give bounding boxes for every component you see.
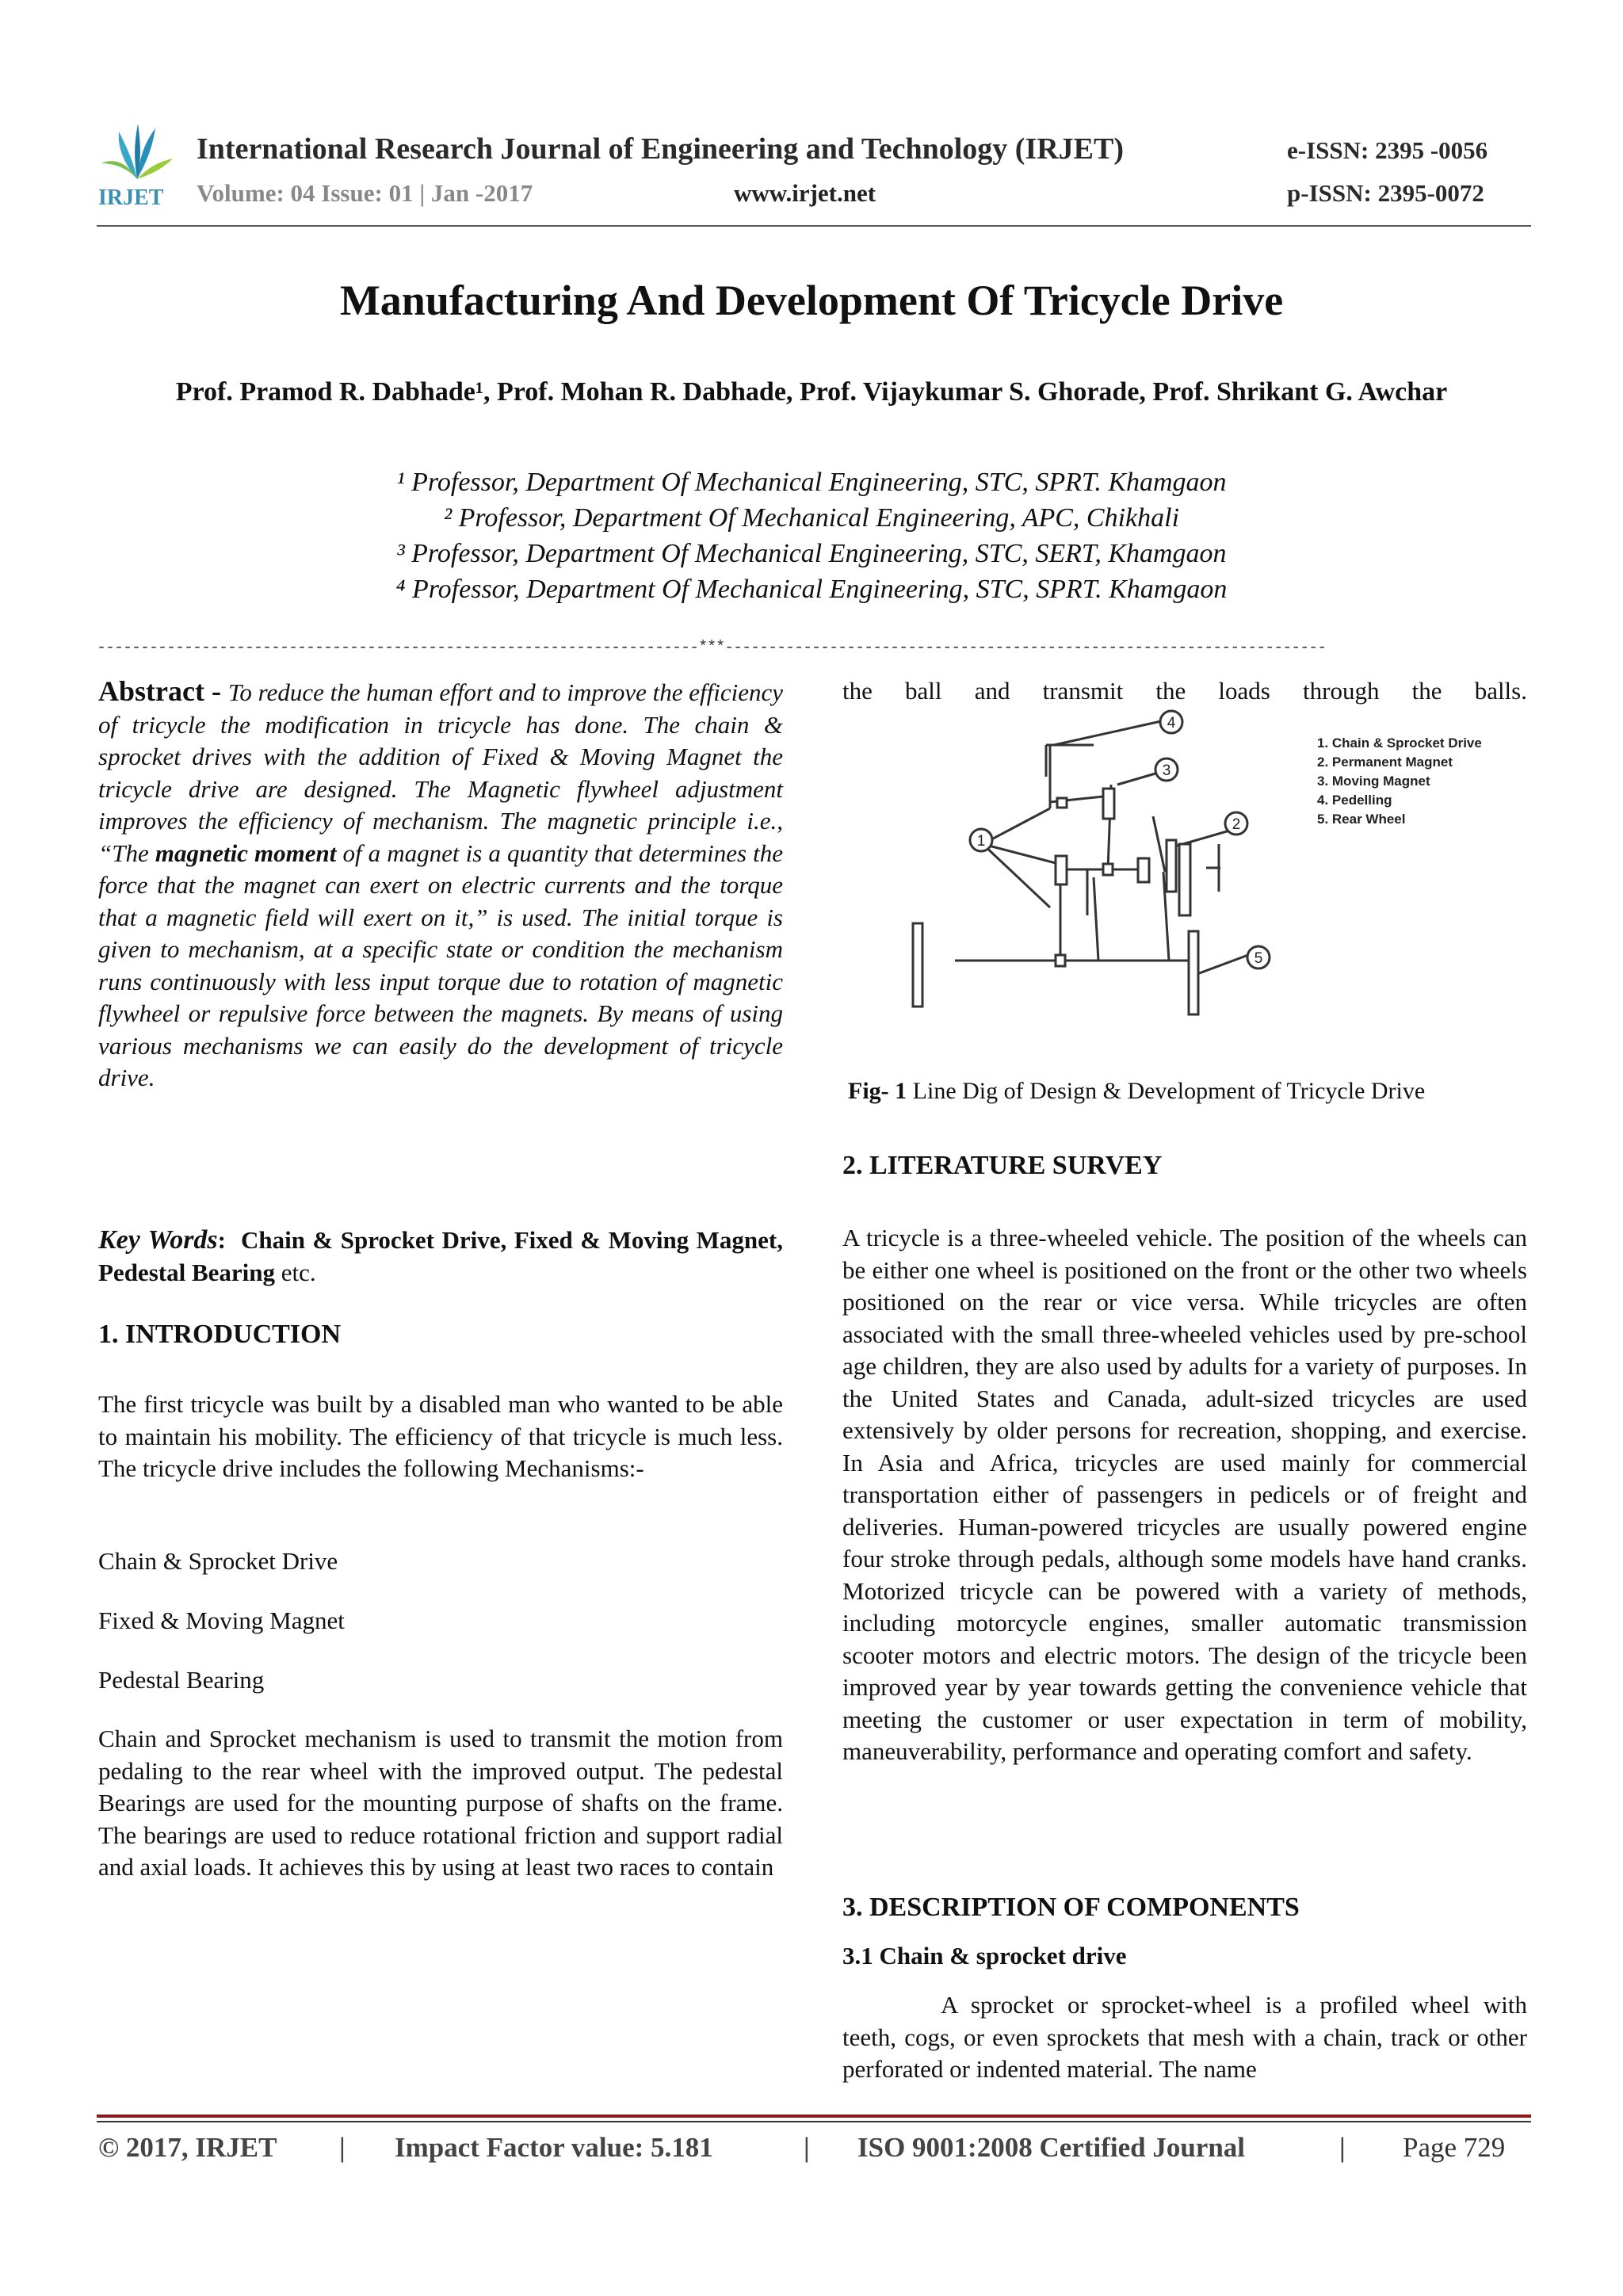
marker-4-label: 4 (1167, 715, 1176, 732)
marker-3-label: 3 (1162, 762, 1171, 779)
footer-divider-2: | (804, 2132, 810, 2163)
figure-1 (880, 701, 1537, 1074)
abstract-bold-term: magnetic moment (155, 839, 337, 867)
legend-item-5: 5. Rear Wheel (1317, 812, 1406, 827)
legend-item-2: 2. Permanent Magnet (1317, 755, 1453, 770)
paper-title: Manufacturing And Development Of Tricycle Drive (339, 277, 1284, 324)
footer-page-number: Page 729 (1403, 2132, 1506, 2163)
abstract-text-2: of a magnet is a quantity that determines the force that the magnet can exert on electric currents and the torque that a magnetic field will exert on it,” is used. The initial torque is given to mechanism, at a specific state or condition the mechanism runs continuously with less input torque due to rotation of magnetic flywheel or repulsive force between the magnets. By means of using various mechanisms we can easily do the development of tricycle drive. (98, 839, 783, 1091)
legend-item-1: 1. Chain & Sprocket Drive (1317, 735, 1482, 751)
keywords (98, 1224, 783, 1289)
keywords-text: Chain & Sprocket Drive, Fixed & Moving Magnet, Pedestal Bearing (98, 1226, 783, 1286)
affiliation-4: ⁴ Professor, Department Of Mechanical Engineering, STC, SPRT. Khamgaon (395, 575, 1228, 604)
components-heading: 3. DESCRIPTION OF COMPONENTS (842, 1893, 1300, 1922)
footer-rule-top (97, 2115, 1531, 2118)
intro-item-2: Fixed & Moving Magnet (98, 1606, 345, 1634)
irjet-logo (94, 117, 181, 211)
abstract (98, 675, 783, 1095)
components-subheading: 3.1 Chain & sprocket drive (842, 1942, 1127, 1969)
journal-name: International Research Journal of Engineering and Technology (IRJET) (197, 132, 1125, 166)
logo-text: IRJET (98, 185, 164, 210)
volume-issue: Volume: 04 Issue: 01 | Jan -2017 (197, 179, 533, 207)
footer-iso: ISO 9001:2008 Certified Journal (857, 2132, 1246, 2163)
figure-markers (970, 711, 1270, 968)
footer-divider-3: | (1339, 2132, 1346, 2163)
tricycle-line-diagram (880, 701, 1537, 1074)
p-issn: p-ISSN: 2395-0072 (1287, 179, 1484, 207)
footer-impact-factor: Impact Factor value: 5.181 (395, 2132, 713, 2163)
intro-item-1: Chain & Sprocket Drive (98, 1547, 338, 1575)
marker-2-label: 2 (1232, 816, 1241, 833)
legend-item-3: 3. Moving Magnet (1317, 774, 1430, 789)
marker-1-label: 1 (976, 833, 986, 850)
abstract-label: Abstract - (98, 675, 228, 707)
literature-heading: 2. LITERATURE SURVEY (842, 1151, 1163, 1180)
section-separator: ---------------------------------------------------------------------***--------------------------------------------------------------------- (97, 639, 1327, 657)
affiliation-1: ¹ Professor, Department Of Mechanical Engineering, STC, SPRT. Khamgaon (396, 468, 1227, 497)
affiliation-3: ³ Professor, Department Of Mechanical Engineering, STC, SERT, Khamgaon (396, 539, 1227, 568)
journal-website[interactable]: www.irjet.net (734, 179, 876, 207)
keywords-tail: etc. (275, 1258, 316, 1286)
intro-paragraph-2-cont: the ball and transmit the loads through the balls. (842, 677, 1527, 705)
author-list: Prof. Pramod R. Dabhade¹, Prof. Mohan R. Dabhade, Prof. Vijaykumar S. Ghorade, Prof. Shrikant G. Awchar (175, 377, 1448, 407)
intro-paragraph: The first tricycle was built by a disabled man who wanted to be able to maintain his mobility. The efficiency of that tricycle is much less. The tricycle drive includes the following Mechanisms:- (98, 1390, 783, 1482)
figure-caption-label: Fig- 1 (848, 1078, 907, 1104)
e-issn: e-ISSN: 2395 -0056 (1287, 136, 1488, 164)
affiliation-2: ² Professor, Department Of Mechanical Engineering, APC, Chikhali (443, 503, 1180, 533)
keywords-colon: : (217, 1226, 226, 1254)
intro-item-3: Pedestal Bearing (98, 1666, 265, 1694)
components-paragraph: A sprocket or sprocket-wheel is a profiled wheel with teeth, cogs, or even sprockets that mesh with a chain, track or other perforated or indented material. The name (842, 1991, 1527, 2083)
footer-copyright: © 2017, IRJET (98, 2132, 277, 2163)
figure-caption-text: Line Dig of Design & Development of Tricycle Drive (907, 1078, 1426, 1104)
literature-paragraph: A tricycle is a three-wheeled vehicle. The position of the wheels can be either one wheel is positioned on the front or the other two wheels positioned on the rear or vice versa. While tricycles are often associated with the small three-wheeled vehicles used by pre-school age children, they are also used by adults for a variety of purposes. In the United States and Canada, adult-sized tricycles are used extensively by older persons for recreation, shopping, and exercise. In Asia and Africa, tricycles are used mainly for commercial transportation either of passengers in pedicels or of freight and deliveries. Human-powered tricycles are usually powered engine four stroke through pedals, although some models have hand cranks. Motorized tricycle can be powered with a variety of methods, including motorcycle engines, smaller automatic transmission scooter motors and electric motors. The design of the tricycle been improved year by year towards getting the convenience vehicle that meeting the customer or user expectation in term of mobility, maneuverability, performance and operating comfort and safety. (842, 1224, 1527, 1765)
footer-divider-1: | (339, 2132, 346, 2163)
figure-caption (848, 1078, 1529, 1105)
header-divider (97, 225, 1531, 227)
marker-5-label: 5 (1254, 950, 1263, 967)
keywords-label: Key Words (98, 1225, 218, 1255)
intro-paragraph-2: Chain and Sprocket mechanism is used to transmit the motion from pedaling to the rear wheel with the improved output. The pedestal Bearings are used for the mounting purpose of shafts on the frame. The bearings are used to reduce rotational friction and support radial and axial loads. It achieves this by using at least two races to contain (98, 1725, 783, 1881)
figure-legend (1317, 735, 1482, 827)
abstract-text-1: To reduce the human effort and to improve the efficiency of tricycle the modification in tricycle has done. The chain & sprocket drives with the addition of Fixed & Moving Magnet the tricycle drive are designed. The Magnetic flywheel adjustment improves the efficiency of mechanism. The magnetic principle i.e., “The (98, 678, 784, 867)
legend-item-4: 4. Pedelling (1317, 793, 1392, 808)
intro-heading: 1. INTRODUCTION (98, 1320, 342, 1349)
footer-rule-bottom (97, 2121, 1531, 2122)
